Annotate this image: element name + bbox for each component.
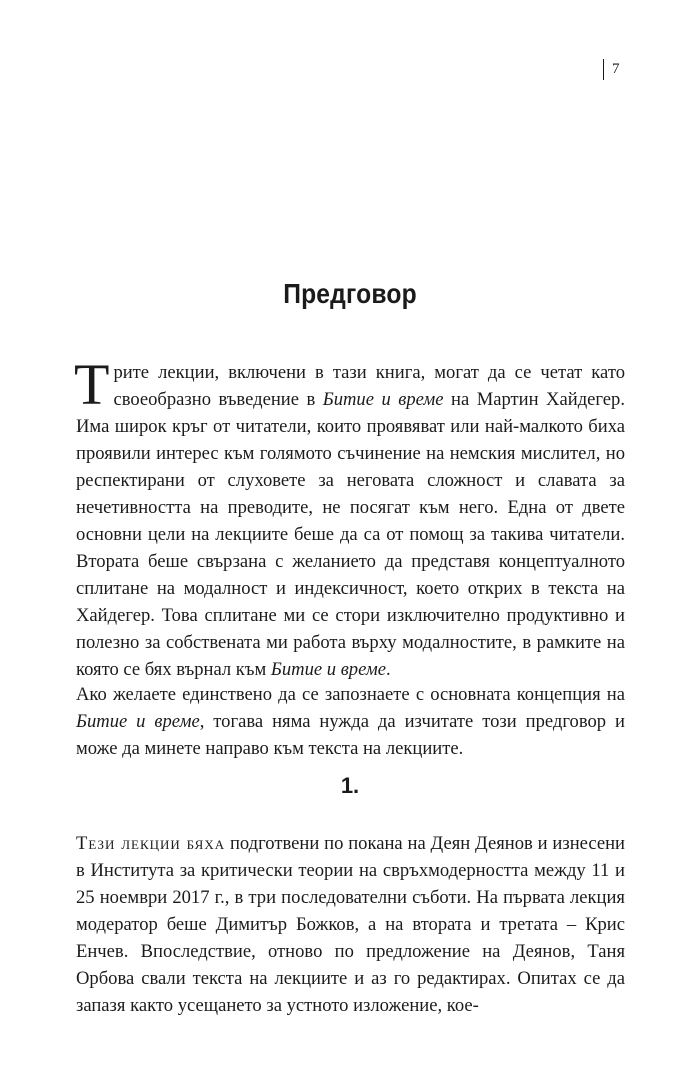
drop-cap: Т: [74, 352, 110, 417]
chapter-title: Предговор: [283, 278, 417, 309]
paragraph-section-1: [76, 830, 625, 1019]
book-title-italic: Битие и време: [76, 711, 200, 732]
paragraph-intro-text-3: .: [386, 659, 391, 680]
paragraph-note: [76, 681, 625, 762]
paragraph-section-1-text: подготвени по покана на Деян Деянов и изнесени в Института за критически теории на свръхмодерността между 11 и 25 ноември 2017 г., в три последователни съботи. На първата лекция модератор беше Димитър Божков, а на втората и третата – Крис Енчев. Впоследствие, отново по предложение на Деянов, Таня Орбова свали текста на лекциите и аз го редактирах. Опитах се да запазя както усещането за устното изложение, кое-: [76, 833, 625, 1016]
paragraph-intro-text-2: на Мартин Хайдегер. Има широк кръг от читатели, които проявяват или най-малкото биха проявили интерес към голямото съчинение на немския мислител, но респектирани от слуховете за неговата сложност и славата за нечетивността на преводите, не посягат към него. Една от двете основни цели на лекциите беше да са от помощ за такива читатели. Втората беше свързана с желанието да представя концептуалното сплитане на модалност и индексичност, което открих в текста на Хайдегер. Това сплитане ми се стори изключително продуктивно и полезно за собствената ми работа върху модалностите, в рамките на която се бях върнал към: [76, 389, 625, 680]
paragraph-intro: [74, 352, 625, 683]
page-number-area: [603, 58, 620, 80]
paragraph-note-text-2: , тогава няма нужда да изчитате този предговор и може да минете направо към текста на лекциите.: [76, 711, 625, 759]
paragraph-lead-smallcaps: Тези лекции бяха: [76, 833, 226, 854]
page-number-rule: [603, 59, 604, 80]
section-number: 1.: [340, 773, 360, 798]
book-title-italic: Битие и време: [270, 659, 386, 680]
book-title-italic: Битие и време: [322, 389, 444, 410]
paragraph-intro-text-1: рите лекции, включени в тази книга, могат да се четат като своеобразно въведение в: [113, 362, 625, 410]
paragraph-note-text-1: Ако желаете единствено да се запознаете с основната концепция на: [76, 684, 625, 705]
page-number: 7: [612, 60, 620, 77]
